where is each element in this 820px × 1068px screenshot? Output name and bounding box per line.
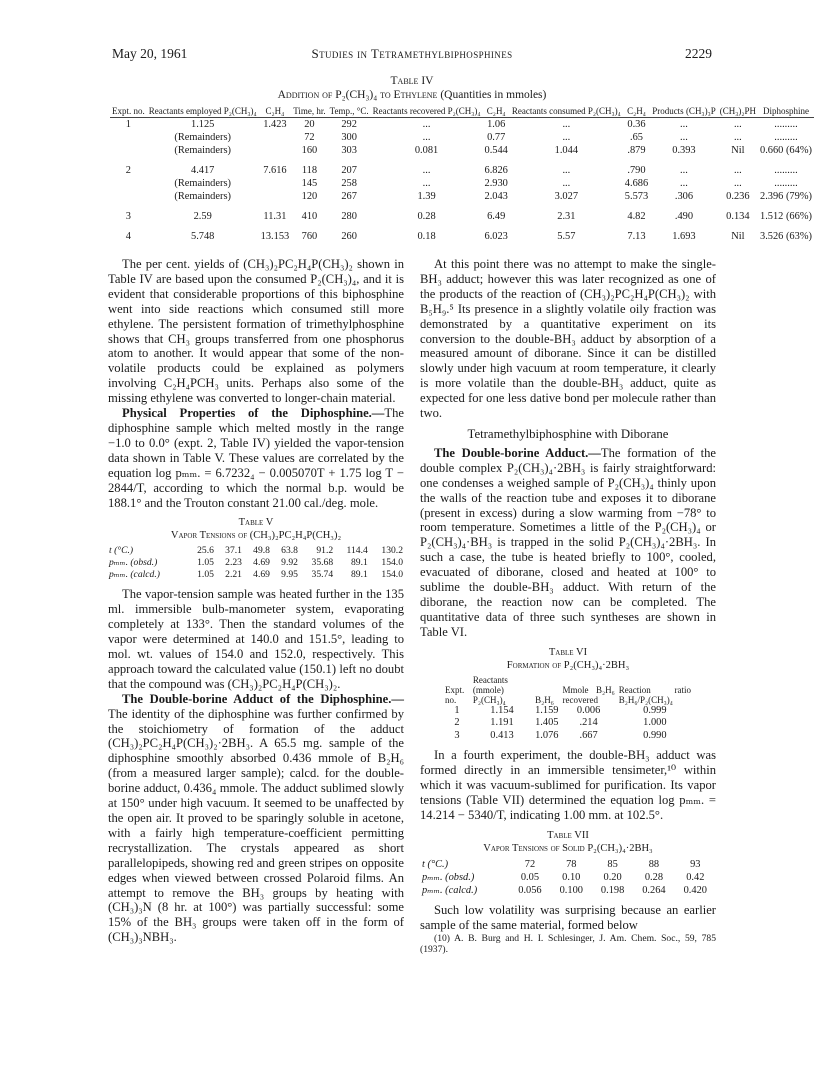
table-row [110, 164, 814, 177]
paragraph-double-borine-adduct: The Double-borine Adduct of the Diphosphine.—The identity of the diphosphine was further confirmed by the stoichiometry of formation of the adduct (CH₃)₂PC₂H₄P(CH₃)₂·2BH₃. A 65.5 mg. sample of the diphosphine smoothly absorbed 0.436 mmole of B₂H₆ (from a measured larger sample); calcd. for the double-borine adduct, 0.436₄ mmole. The adduct sublimed slowly at 150° under high vacuum. It seemed to be unaffected by the open air. It proved to be sparingly soluble in acetone, with a fairly high temperature-coefficient permitting recrystallization. The crystals appeared as short parallelopipeds, showing red and green stripes on opposite edges when viewed between crossed Polaroid films. An attempt to remove the BH₃ groups by heating with (CH₃)₃N (8 hr. at 100°) was partially successful: some 15% of the BH₃ groups were taken off in the form of (CH₃)₃NBH₃. [108, 691, 404, 945]
table-cell: ... [562, 165, 571, 176]
table-cell: ... [733, 119, 742, 130]
table-cell [110, 131, 147, 144]
right-column [420, 257, 716, 956]
table-4-label: Table IV [390, 75, 434, 87]
table-cell: 0.660 (64%) [760, 145, 812, 156]
running-head [112, 46, 712, 66]
table-row [108, 545, 404, 557]
paragraph-low-volatility: Such low volatility was surprising because an earlier sample of the same material, formed below [420, 902, 716, 932]
table-cell: 1.693 [672, 231, 696, 242]
table-cell: 89.1 [350, 557, 368, 569]
table-cell: 0.36 [627, 119, 646, 130]
table-cell: ......... [774, 132, 798, 143]
column-header: C₂H₄ [627, 106, 646, 116]
table-cell: ......... [774, 178, 798, 189]
table-cell: 5.573 [624, 191, 649, 202]
table-cell: .306 [674, 191, 694, 202]
table-cell: 6.49 [487, 211, 506, 222]
table-cell: ... [422, 178, 431, 189]
table-cell: 1.125 [191, 119, 215, 130]
table-cell: 207 [341, 165, 357, 176]
table-cell: 410 [301, 211, 318, 222]
table-cell: 300 [341, 132, 357, 143]
table-cell: 3.027 [554, 191, 579, 202]
table-cell: 303 [341, 145, 357, 156]
table-cell: 1.06 [487, 119, 506, 130]
column-header: Temp., °C. [329, 106, 369, 116]
table-row [443, 730, 693, 743]
table-cell: 2.59 [193, 211, 212, 222]
table-cell: .214 [579, 717, 598, 729]
table-cell: 1.423 [263, 119, 287, 130]
table-cell: 130.2 [381, 545, 403, 557]
table-cell: 258 [341, 178, 357, 189]
table-row [108, 557, 404, 569]
footnote-10: (10) A. B. Burg and H. I. Schlesinger, J. Am. Chem. Soc., 59, 785 (1937). [420, 932, 716, 955]
table-cell: 13.153 [260, 231, 290, 242]
table-cell: 1.05 [197, 569, 214, 581]
table-6-header-row [443, 675, 693, 705]
table-cell: Nil [731, 231, 745, 242]
table-cell: 0.999 [643, 704, 667, 716]
column-header: Expt. no. [112, 106, 145, 116]
table-cell: 93 [690, 858, 701, 870]
table-cell: (Remainders) [174, 191, 231, 202]
table-4-subtitle: (Quantities in mmoles) [440, 89, 547, 101]
table-cell: 0.081 [414, 145, 439, 156]
table-cell: 0.236 [726, 191, 750, 202]
column-header: B₂H₆ [535, 694, 554, 705]
table-cell: 0.056 [518, 884, 542, 896]
table-cell: 1.39 [417, 191, 436, 202]
table-cell: 4.82 [627, 211, 646, 222]
table-cell: 267 [341, 191, 357, 202]
table-cell: 0.77 [487, 132, 506, 143]
section-heading-physical-properties: Physical Properties of the Diphosphine.— [122, 406, 385, 421]
table-cell: .667 [579, 729, 598, 741]
table-cell: ... [680, 132, 688, 143]
table-7-title: Vapor Tensions of Solid P₂(CH₃)₄·2BH₃ [483, 842, 653, 854]
table-cell: 0.264 [642, 884, 666, 896]
table-cell: (Remainders) [174, 132, 231, 143]
column-header: C₂H₄ [265, 106, 285, 116]
table-cell: ... [422, 165, 431, 176]
table-row [420, 884, 716, 897]
table-cell: 2.043 [484, 191, 508, 202]
table-cell [110, 190, 147, 203]
table-cell: ... [680, 178, 688, 189]
table-cell: (Remainders) [174, 178, 231, 189]
table-cell: ... [733, 178, 742, 189]
table-cell: 85 [607, 858, 618, 870]
table-cell: 4.69 [253, 557, 270, 569]
table-7 [420, 858, 716, 897]
table-cell: 2.930 [484, 178, 508, 189]
table-cell: 49.8 [253, 545, 270, 557]
table-row [108, 569, 404, 581]
table-cell: 0.006 [576, 704, 601, 716]
table-cell: 6.826 [484, 165, 508, 176]
table-cell: 37.1 [225, 545, 242, 557]
table-cell: ... [562, 178, 571, 189]
table-6-caption [420, 646, 716, 672]
table-cell: 89.1 [350, 569, 368, 581]
table-row [110, 177, 814, 190]
table-cell: 145 [301, 178, 318, 189]
table-cell: Nil [731, 145, 745, 156]
paragraph-mol-wt: The vapor-tension sample was heated further in the 135 ml. immersible bulb-manometer system, evaporating completely at 133°. Then the standard volumes of the vapor were determined at 140.0 and 151.5°, leading to mol. wt. values of 154.0 and 152.0, respectively. This approach toward the calculated value (150.1) left no doubt that the compound was (CH₃)₂PC₂H₄P(CH₃)₂. [108, 587, 404, 691]
table-cell: 5.57 [557, 231, 576, 242]
table-cell: 1 [125, 119, 131, 130]
table-cell: 25.6 [197, 545, 214, 557]
table-cell: ... [562, 132, 571, 143]
table-cell: 4 [125, 231, 131, 242]
table-cell: .879 [627, 145, 646, 156]
paragraph-yields: The per cent. yields of (CH₃)₂PC₂H₄P(CH₃)₂ shown in Table IV are based upon the consumed P₂(CH₃)₄, and it is evident that considerable proportions of this biphosphine went into side reactions which consumed still more ethylene. The persistent formation of trimethylphosphine shows that CH₃ groups transferred from one phosphorus atom to another. It would appear that some of the non-volatile products could be explained as polymers involving C₂H₄PCH₃ units. Perhaps also some of the missing ethylene was converted to longer-chain material. [108, 257, 404, 406]
table-cell: 11.31 [263, 211, 287, 222]
table-cell: ... [733, 165, 742, 176]
table-row [110, 230, 814, 243]
table-cell: 1.000 [643, 717, 667, 729]
table-cell: 0.420 [683, 884, 707, 896]
table-cell: ... [680, 165, 688, 176]
table-cell: 1.044 [554, 145, 579, 156]
table-cell: 1.405 [535, 717, 559, 729]
table-cell: 1.159 [535, 704, 559, 716]
table-cell: (Remainders) [174, 145, 231, 156]
column-header: Time, hr. [293, 106, 326, 116]
table-cell: 4.417 [191, 165, 215, 176]
table-cell: 9.95 [281, 569, 298, 581]
page-number: 2229 [685, 46, 712, 61]
table-cell: 9.92 [281, 557, 298, 569]
table-cell [259, 131, 292, 144]
table-cell: 260 [341, 231, 357, 242]
table-cell: 2.21 [225, 569, 242, 581]
table-cell: 0.18 [417, 231, 436, 242]
table-row [420, 871, 716, 884]
issue-date: May 20, 1961 [112, 46, 188, 61]
table-cell: 1.05 [197, 557, 214, 569]
table-cell: 0.134 [726, 211, 750, 222]
table-cell: ... [422, 132, 431, 143]
table-5-title: Vapor Tensions of (CH₃)₂PC₂H₄P(CH₃)₂ [170, 530, 342, 542]
table-cell: 5.748 [191, 231, 215, 242]
table-cell: .65 [629, 132, 643, 143]
table-row [110, 190, 814, 203]
table-cell [259, 190, 292, 203]
running-title: Studies in Tetramethylbiphosphines [311, 46, 513, 61]
table-cell: ......... [774, 165, 798, 176]
row-label: pₘₘ. (obsd.) [422, 871, 475, 883]
table-cell: 0.990 [643, 729, 667, 741]
table-cell: 20 [304, 119, 315, 130]
table-5-caption [108, 516, 404, 542]
table-cell: 160 [301, 145, 318, 156]
paragraph-double-complex: The Double-borine Adduct.—The formation of the double complex P₂(CH₃)₄·2BH₃ is fairly straightforward: one condenses a weighed sample of P₂(CH₃)₄ thinly upon the walls of the reaction tube and exposes it to diborane (present in excess) during a slow warming from −78° to room temperature. Sometimes a little of the P₂(CH₃)₄ or P₂(CH₃)₄·BH₃ is trapped in the solid P₂(CH₃)₄·2BH₃. In such a case, the tube is heated briefly to 100°, cooled, evacuated of diborane, closed and heated at 100° to sublime the double-BH₃ adduct. With return of the diborane, the reaction now can be completed. The quantitative data of three such syntheses are shown in Table VI. [420, 445, 716, 639]
column-header: Reactants consumed P₂(CH₃)₄ [511, 106, 621, 116]
table-5 [108, 545, 404, 581]
table-7-caption [420, 829, 716, 855]
table-cell: ... [733, 132, 742, 143]
table-cell: 6.023 [484, 231, 508, 242]
table-cell: 72 [304, 132, 315, 143]
table-6-title: Formation of P₂(CH₃)₄·2BH₃ [506, 659, 630, 671]
table-row [110, 131, 814, 144]
table-cell: 154.0 [381, 569, 403, 581]
table-cell: .490 [674, 211, 694, 222]
table-cell: 4.69 [253, 569, 270, 581]
row-label: t (°C.) [109, 545, 134, 557]
table-row [443, 705, 693, 718]
table-cell: 0.28 [644, 871, 664, 883]
table-cell: 2 [454, 717, 460, 729]
table-row [110, 210, 814, 223]
table-cell: 114.4 [346, 545, 368, 557]
table-row [443, 717, 693, 730]
table-cell: 2 [125, 165, 131, 176]
table-cell: 1.191 [490, 717, 514, 729]
section-heading-double-borine-adduct: The Double-borine Adduct of the Diphosphine.— [122, 691, 404, 706]
table-cell [110, 177, 147, 190]
table-row [110, 118, 814, 132]
table-cell: 0.28 [417, 211, 436, 222]
table-4-caption [110, 74, 714, 102]
table-6-body [443, 705, 693, 743]
table-cell: 1.512 (66%) [760, 211, 812, 222]
column-header: C₂H₄ [486, 106, 506, 116]
table-cell: 72 [524, 858, 536, 870]
table-cell: 88 [648, 858, 660, 870]
column-header: Expt. no. [445, 684, 465, 705]
table-cell: 0.05 [520, 871, 540, 883]
table-cell: 35.68 [311, 557, 334, 569]
left-column [108, 257, 404, 945]
table-cell: 1.154 [490, 704, 514, 716]
table-cell: 1 [454, 704, 460, 716]
table-cell: 760 [301, 231, 318, 242]
table-6 [443, 675, 693, 743]
column-header: Products (CH₃)₃P [652, 106, 716, 116]
table-7-label: Table VII [547, 829, 589, 841]
table-row [110, 144, 814, 157]
table-cell: 35.74 [311, 569, 334, 581]
table-cell: 0.198 [600, 884, 625, 896]
table-cell: 2.23 [225, 557, 242, 569]
table-cell: 3.526 (63%) [760, 231, 812, 242]
row-label: pₘₘ. (obsd.) [109, 557, 158, 569]
table-cell: 0.393 [672, 145, 696, 156]
table-cell [110, 144, 147, 157]
table-cell: 91.2 [316, 545, 334, 557]
table-cell: 120 [301, 191, 318, 202]
paragraph-physical-properties: Physical Properties of the Diphosphine.—The diphosphine sample which melted mostly in the range −1.0 to 0.0° (expt. 2, Table IV) yielded the vapor-tension data shown in Table V. These values are correlated by the equation log pₘₘ. = 6.7232₄ − 0.005070T + 1.75 log T − 2844/T, according to which the normal b.p. would be 188.1° and the Trouton constant 21.00 cal./deg. mole. [108, 406, 404, 510]
table-cell: 0.544 [484, 145, 508, 156]
column-header: Reactants (mmole) P₂(CH₃)₄ [472, 674, 508, 705]
table-cell: 118 [301, 165, 318, 176]
table-cell: 2.31 [557, 211, 576, 222]
table-cell: 0.100 [559, 884, 583, 896]
column-header: Reactants recovered P₂(CH₃)₄ [372, 106, 481, 116]
paragraph-single-bh3: At this point there was no attempt to make the single-BH₃ adduct; however this was later recognized as one of the products of the reaction of (CH₃)₂PC₂H₄P(CH₃)₂ with B₅H₉.⁵ Its presence in a slightly volatile oily fraction was demonstrated by a quantitative experiment on its conversion to the double-BH₃ adduct by absorption of a measured amount of diborane. Since it can be distilled slowly under high vacuum at room temperature, it clearly is more volatile than the double-BH₃ adduct, quite as expected for one less dative bond per molecule rather than two. [420, 257, 716, 421]
table-5-label: Table V [238, 517, 274, 529]
table-cell: ... [422, 119, 431, 130]
table-cell [259, 144, 292, 157]
table-cell: 3 [125, 211, 131, 222]
table-cell: 78 [566, 858, 577, 870]
table-cell: 4.686 [624, 178, 649, 189]
section-heading-double-borine: The Double-borine Adduct.— [434, 445, 601, 460]
table-cell: 1.076 [535, 729, 559, 741]
column-header: Reactants employed P₂(CH₃)₄ [148, 106, 257, 116]
table-cell: ......... [774, 119, 798, 130]
table-cell: 292 [341, 119, 357, 130]
paragraph-tensimeter: In a fourth experiment, the double-BH₃ adduct was formed directly in an immersible tensimeter,¹⁰ within which it was vacuum-sublimed for purification. Its vapor tensions (Table VII) determined the equation log pₘₘ. = 14.214 − 5340/T, indicating 1.00 mm. at 102.5°. [420, 748, 716, 822]
table-cell: ... [680, 119, 688, 130]
table-4-body [110, 118, 814, 244]
table-4-header-row [110, 106, 814, 116]
column-header: Mmole B₂H₆ recovered [562, 684, 615, 705]
table-cell: 7.13 [627, 231, 646, 242]
table-cell: 0.10 [562, 871, 581, 883]
table-cell: 3 [454, 729, 460, 741]
section-title-diborane: Tetramethylbiphosphine with Diborane [467, 426, 669, 441]
column-header: Reaction ratio B₂H₆/P₂(CH₃)₄ [618, 684, 691, 705]
table-cell: 0.20 [603, 871, 622, 883]
table-cell: .790 [627, 165, 646, 176]
table-cell: 154.0 [381, 557, 403, 569]
row-label: pₘₘ. (calcd.) [422, 884, 478, 896]
column-header: Diphosphine [762, 106, 809, 116]
row-label: t (°C.) [422, 858, 449, 870]
table-cell [259, 177, 292, 190]
table-cell: 7.616 [263, 165, 287, 176]
table-cell: 0.42 [686, 871, 705, 883]
table-6-label: Table VI [548, 646, 588, 658]
table-cell: 63.8 [281, 545, 298, 557]
table-row [420, 858, 716, 871]
table-cell: ... [562, 119, 571, 130]
table-4 [110, 106, 814, 243]
column-header: (CH₃)₂PH [719, 106, 756, 116]
table-cell: 2.396 (79%) [760, 191, 812, 202]
row-label: pₘₘ. (calcd.) [109, 569, 160, 581]
table-cell: 280 [341, 211, 357, 222]
table-cell: 0.413 [490, 729, 514, 741]
table-4-title: Addition of P₂(CH₃)₄ to Ethylene [277, 89, 438, 101]
